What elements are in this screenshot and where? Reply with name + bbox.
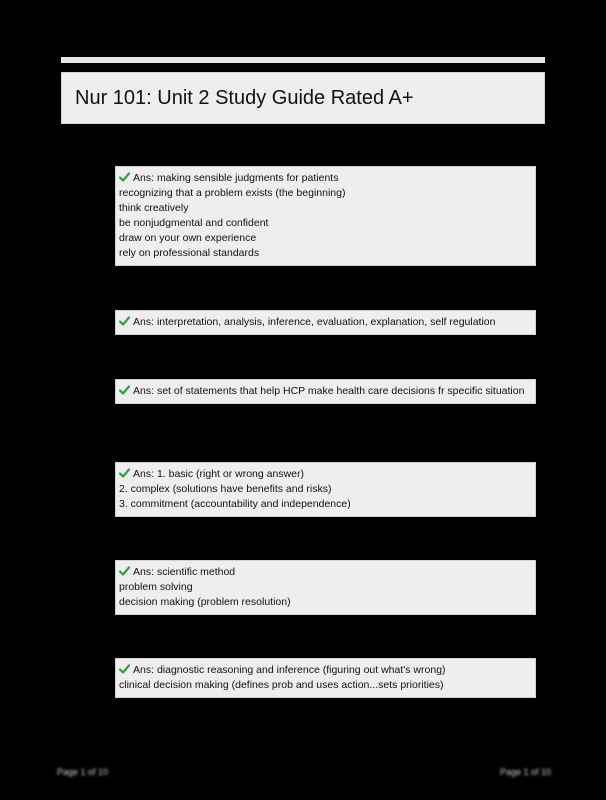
- answer-line: problem solving: [119, 581, 193, 593]
- answer-line: draw on your own experience: [119, 232, 257, 244]
- top-divider: [61, 57, 545, 63]
- answer-text: set of statements that help HCP make health care decisions fr specific situation: [156, 385, 525, 397]
- answer-text: 1. basic (right or wrong answer): [156, 468, 304, 480]
- answer-prefix: Ans:: [133, 316, 157, 328]
- answer-line: think creatively: [119, 202, 189, 214]
- answer-box-1: [115, 166, 536, 266]
- page-title: Nur 101: Unit 2 Study Guide Rated A+: [75, 87, 414, 109]
- answer-box-4: [115, 462, 536, 517]
- answer-box-3: [115, 379, 536, 404]
- checkmark-icon: [119, 172, 130, 182]
- answer-first-line: [119, 171, 531, 186]
- checkmark-icon: [119, 468, 130, 478]
- answer-prefix: Ans:: [133, 664, 157, 676]
- answer-line: 3. commitment (accountability and independence): [119, 498, 351, 510]
- answer-first-line: [119, 384, 531, 399]
- answer-text: making sensible judgments for patients: [156, 172, 339, 184]
- answer-first-line: [119, 663, 531, 678]
- title-banner: [61, 72, 545, 124]
- answer-first-line: [119, 467, 531, 482]
- answer-line: rely on professional standards: [119, 247, 260, 259]
- answer-line: be nonjudgmental and confident: [119, 217, 269, 229]
- answer-box-5: [115, 560, 536, 615]
- answer-first-line: [119, 565, 531, 580]
- answer-text: diagnostic reasoning and inference (figuring out what's wrong): [156, 664, 446, 676]
- answer-first-line: [119, 315, 531, 330]
- checkmark-icon: [119, 664, 130, 674]
- answer-box-2: [115, 310, 536, 335]
- checkmark-icon: [119, 316, 130, 326]
- answer-line: 2. complex (solutions have benefits and risks): [119, 483, 332, 495]
- answer-box-6: [115, 658, 536, 698]
- answer-text: interpretation, analysis, inference, evaluation, explanation, self regulation: [156, 316, 496, 328]
- checkmark-icon: [119, 385, 130, 395]
- answer-text: scientific method: [156, 566, 236, 578]
- footer-left-text: Page 1 of 10: [57, 767, 109, 777]
- answer-line: decision making (problem resolution): [119, 596, 291, 608]
- checkmark-icon: [119, 566, 130, 576]
- answer-prefix: Ans:: [133, 385, 157, 397]
- answer-prefix: Ans:: [133, 566, 157, 578]
- footer-page-number: Page 1 of 10: [499, 767, 551, 777]
- answer-line: clinical decision making (defines prob and uses action...sets priorities): [119, 679, 444, 691]
- answer-prefix: Ans:: [133, 172, 157, 184]
- answer-prefix: Ans:: [133, 468, 157, 480]
- answer-line: recognizing that a problem exists (the beginning): [119, 187, 346, 199]
